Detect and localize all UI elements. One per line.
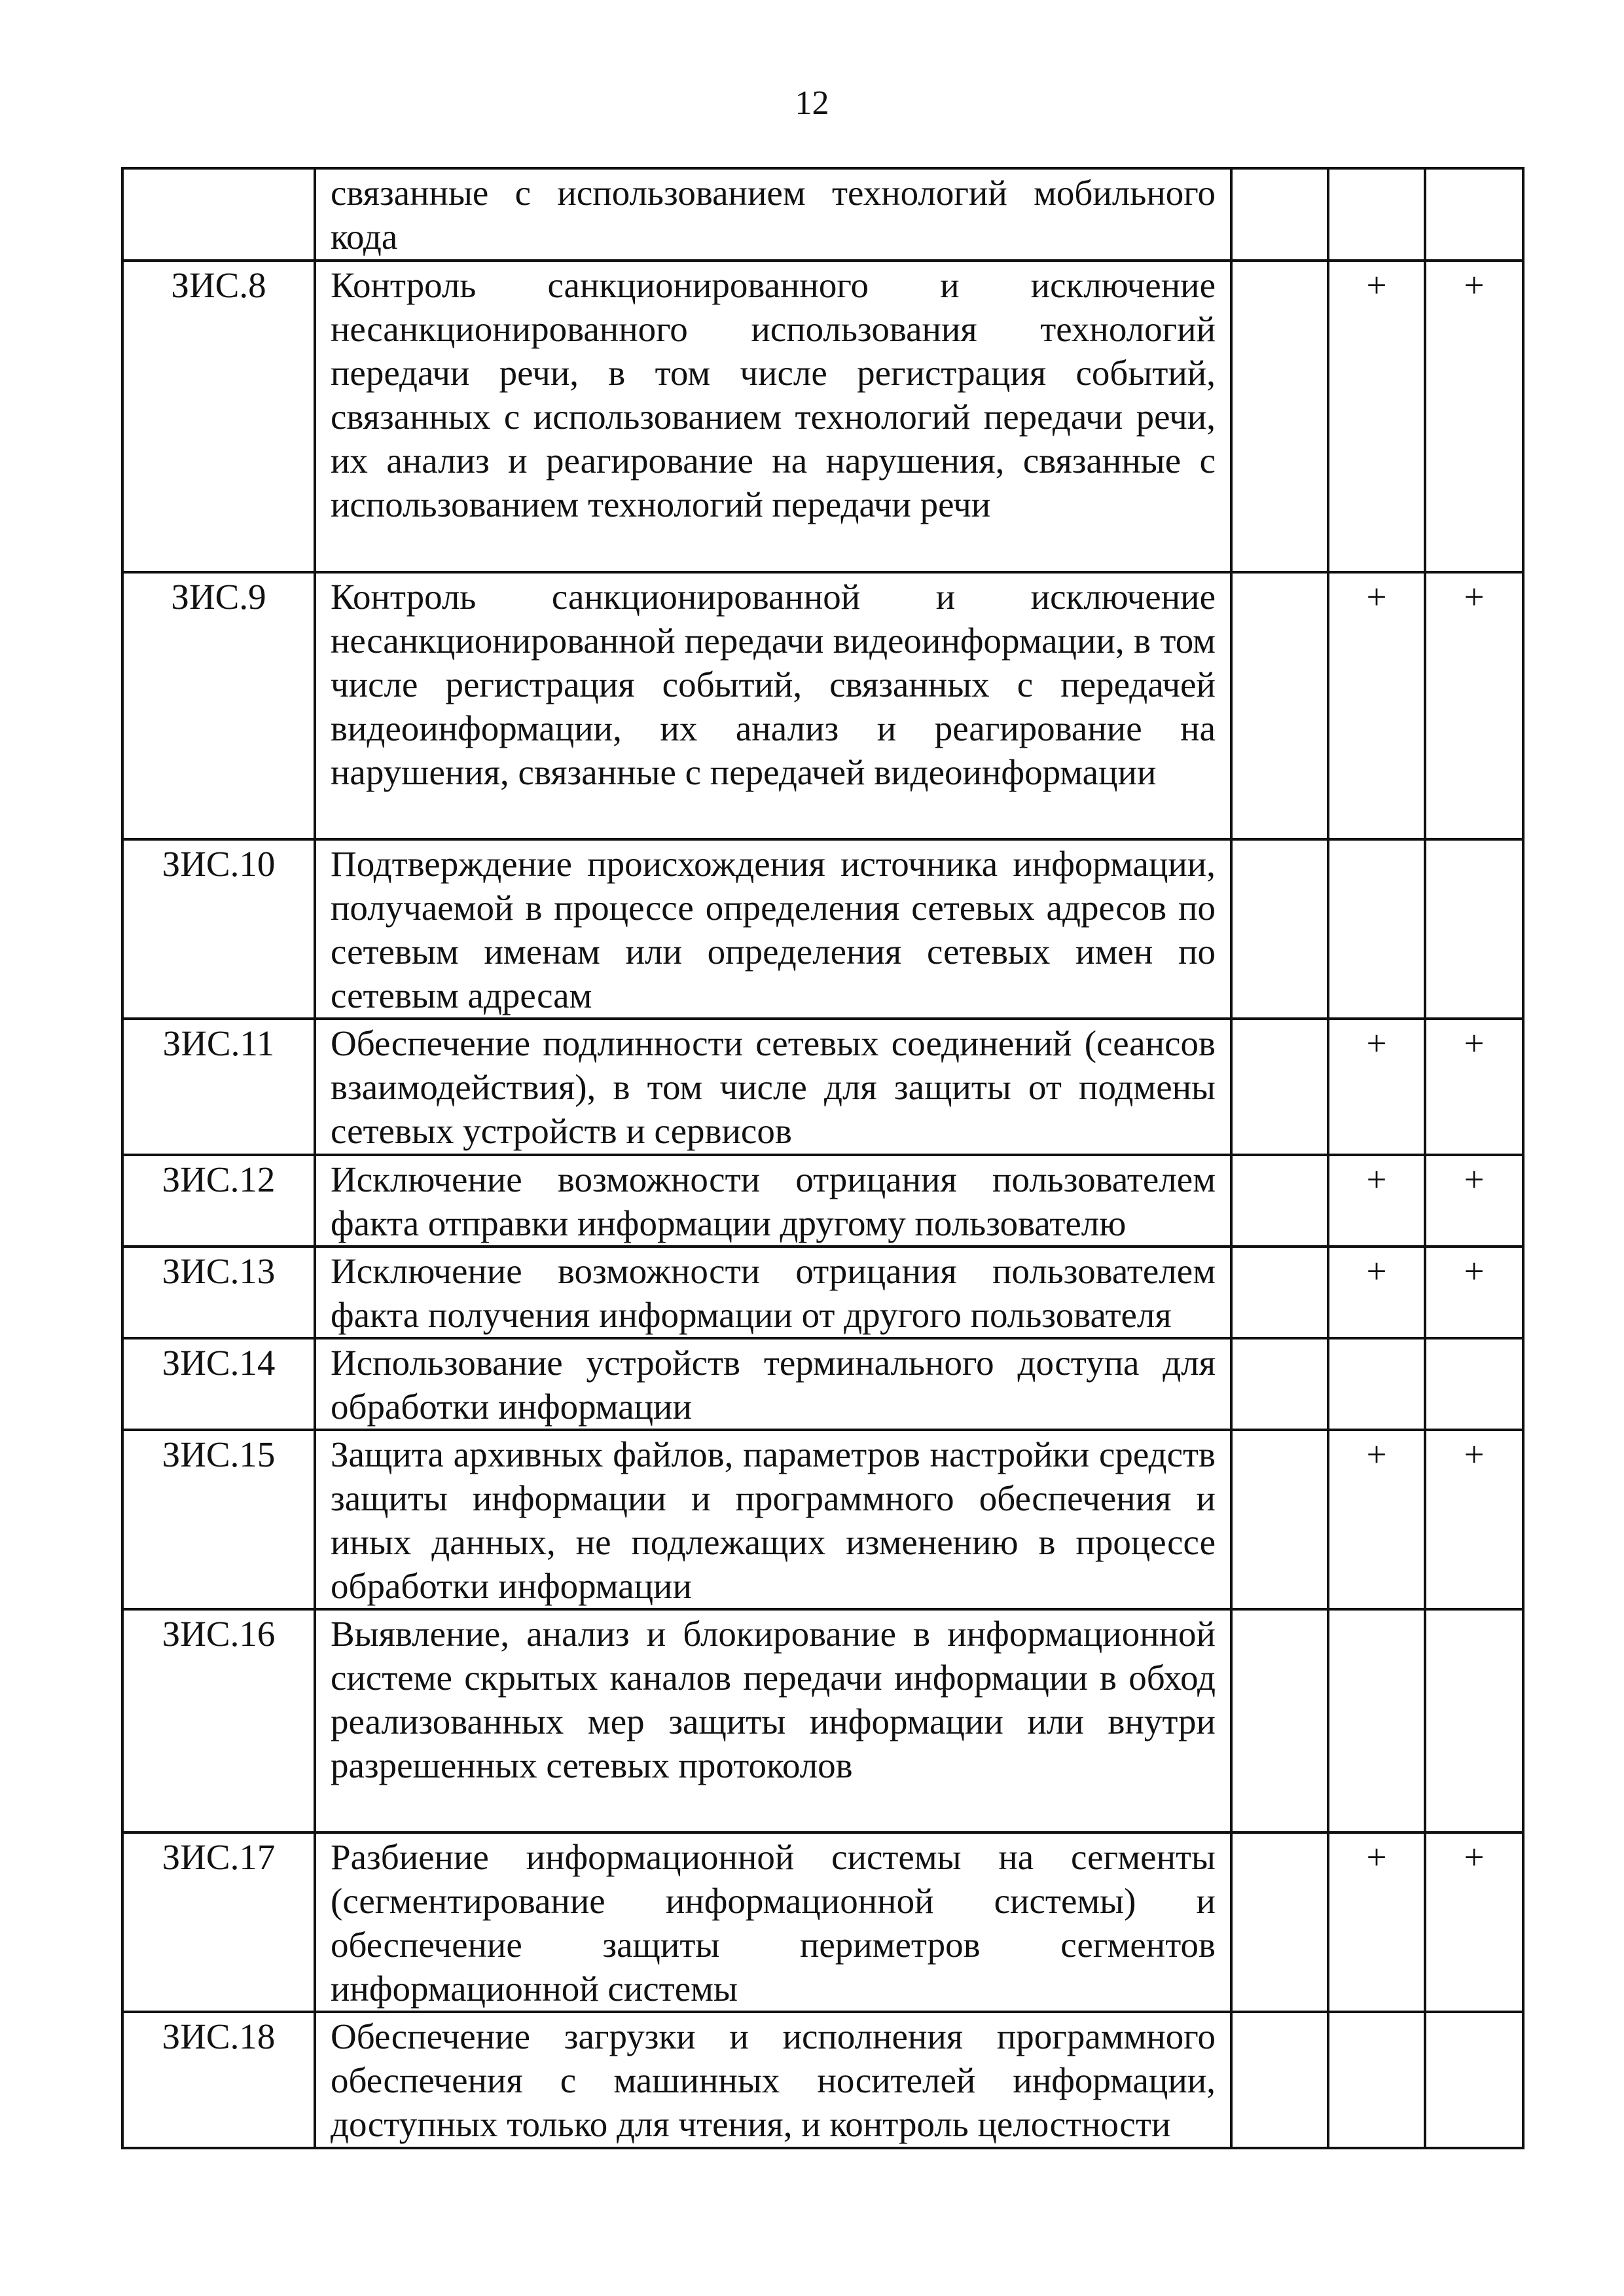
measure-code: ЗИС.16 [122, 1609, 315, 1832]
level-mark-2: + [1328, 1247, 1425, 1338]
measure-description: Обеспечение загрузки и исполнения программного обеспечения с машинных носителей информации, доступных только для чтения, и контроль целостности [315, 2012, 1231, 2148]
level-mark-3 [1425, 839, 1523, 1019]
level-mark-1 [1231, 572, 1328, 839]
measure-code: ЗИС.9 [122, 572, 315, 839]
measure-description: Контроль санкционированной и исключение несанкционированной передачи видеоинформации, в том числе регистрация событий, связанных с передачей видеоинформации, их анализ и реагирование на нарушения, связанные с передачей видеоинформации [315, 572, 1231, 839]
level-mark-3: + [1425, 572, 1523, 839]
level-mark-2: + [1328, 572, 1425, 839]
measure-code: ЗИС.10 [122, 839, 315, 1019]
level-mark-3: + [1425, 1155, 1523, 1247]
level-mark-2 [1328, 1609, 1425, 1832]
page-number: 12 [795, 84, 829, 122]
level-mark-3: + [1425, 1430, 1523, 1609]
level-mark-1 [1231, 1338, 1328, 1430]
table-row [122, 839, 1523, 1019]
level-mark-1 [1231, 1609, 1328, 1832]
measure-code: ЗИС.15 [122, 1430, 315, 1609]
measure-code [122, 168, 315, 261]
table-row [122, 2012, 1523, 2148]
level-mark-3: + [1425, 261, 1523, 572]
level-mark-3 [1425, 1338, 1523, 1430]
table-row [122, 572, 1523, 839]
table-row [122, 261, 1523, 572]
table-row [122, 1247, 1523, 1338]
level-mark-2: + [1328, 1155, 1425, 1247]
level-mark-3: + [1425, 1832, 1523, 2012]
level-mark-2 [1328, 839, 1425, 1019]
measure-code: ЗИС.18 [122, 2012, 315, 2148]
level-mark-2: + [1328, 1019, 1425, 1155]
level-mark-1 [1231, 261, 1328, 572]
measure-description: Исключение возможности отрицания пользователем факта отправки информации другому пользователю [315, 1155, 1231, 1247]
measure-description: Исключение возможности отрицания пользователем факта получения информации от другого пользователя [315, 1247, 1231, 1338]
level-mark-1 [1231, 168, 1328, 261]
level-mark-3: + [1425, 1247, 1523, 1338]
measure-description: связанные с использованием технологий мобильного кода [315, 168, 1231, 261]
level-mark-2 [1328, 1338, 1425, 1430]
level-mark-2: + [1328, 261, 1425, 572]
level-mark-1 [1231, 1019, 1328, 1155]
table-row [122, 168, 1523, 261]
measure-code: ЗИС.17 [122, 1832, 315, 2012]
level-mark-1 [1231, 839, 1328, 1019]
table-row [122, 1430, 1523, 1609]
measure-description: Обеспечение подлинности сетевых соединений (сеансов взаимодействия), в том числе для защиты от подмены сетевых устройств и сервисов [315, 1019, 1231, 1155]
level-mark-2 [1328, 2012, 1425, 2148]
table-row [122, 1609, 1523, 1832]
measure-description: Подтверждение происхождения источника информации, получаемой в процессе определения сетевых адресов по сетевым именам или определения сетевых имен по сетевым адресам [315, 839, 1231, 1019]
measure-description: Выявление, анализ и блокирование в информационной системе скрытых каналов передачи информации в обход реализованных мер защиты информации или внутри разрешенных сетевых протоколов [315, 1609, 1231, 1832]
security-measures-table [121, 167, 1525, 2149]
table-row [122, 1155, 1523, 1247]
table-row [122, 1832, 1523, 2012]
level-mark-3: + [1425, 1019, 1523, 1155]
level-mark-3 [1425, 168, 1523, 261]
table-row [122, 1338, 1523, 1430]
measure-code: ЗИС.13 [122, 1247, 315, 1338]
measure-code: ЗИС.8 [122, 261, 315, 572]
level-mark-1 [1231, 1430, 1328, 1609]
level-mark-3 [1425, 2012, 1523, 2148]
table-row [122, 1019, 1523, 1155]
measure-description: Использование устройств терминального доступа для обработки информации [315, 1338, 1231, 1430]
measure-description: Защита архивных файлов, параметров настройки средств защиты информации и программного обеспечения и иных данных, не подлежащих изменению в процессе обработки информации [315, 1430, 1231, 1609]
level-mark-1 [1231, 1832, 1328, 2012]
level-mark-1 [1231, 1247, 1328, 1338]
level-mark-3 [1425, 1609, 1523, 1832]
level-mark-2 [1328, 168, 1425, 261]
measure-code: ЗИС.12 [122, 1155, 315, 1247]
measure-description: Разбиение информационной системы на сегменты (сегментирование информационной системы) и обеспечение защиты периметров сегментов информационной системы [315, 1832, 1231, 2012]
level-mark-1 [1231, 1155, 1328, 1247]
measure-code: ЗИС.11 [122, 1019, 315, 1155]
measure-code: ЗИС.14 [122, 1338, 315, 1430]
level-mark-2: + [1328, 1832, 1425, 2012]
measure-description: Контроль санкционированного и исключение несанкционированного использования технологий передачи речи, в том числе регистрация событий, связанных с использованием технологий передачи речи, их анализ и реагирование на нарушения, связанные с использованием технологий передачи речи [315, 261, 1231, 572]
level-mark-2: + [1328, 1430, 1425, 1609]
level-mark-1 [1231, 2012, 1328, 2148]
